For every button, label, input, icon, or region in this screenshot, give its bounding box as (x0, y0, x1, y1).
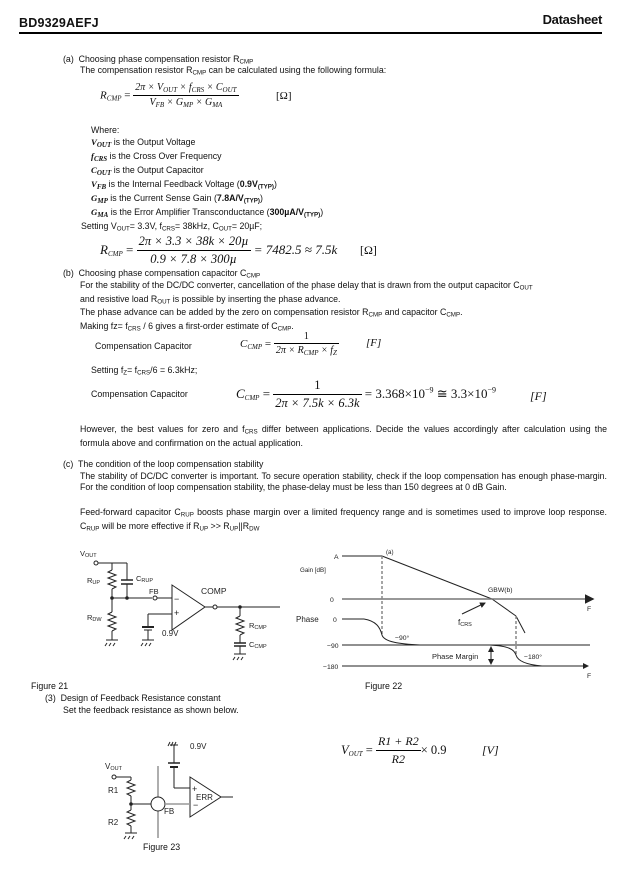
section-c-heading: (c) The condition of the loop compensation stability (63, 459, 264, 469)
comp-label: COMP (201, 586, 227, 596)
phase-margin-label: Phase Margin (432, 652, 479, 661)
definition-item: $f_{CRS}$ is the Cross Over Frequency (91, 151, 222, 163)
r2-label: R2 (108, 818, 119, 827)
definition-item: $G_{MP}$ is the Current Sense Gain (7.8A/V(TYP)) (91, 193, 263, 205)
fb-pin (151, 797, 165, 811)
ccmp-calculation: CCMP = $\frac{1}{2\pi \times 7.5k \times 6.3k}$ = $3.368\times 10^{-9}$ ≅ $3.3\times 10^{-9}$ (236, 378, 496, 410)
figure-23-caption: Figure 23 (143, 842, 181, 852)
definition-list (91, 137, 323, 221)
point-a-label: (a) (386, 549, 394, 556)
gain-slope-line (382, 556, 492, 599)
figure-22-caption: Figure 22 (365, 681, 403, 691)
ccmp-formula: CCMP = $\frac{1}{2\pi \times R_{CMP} \times f_Z}$ (240, 331, 337, 357)
ccmp-formula-unit: [F] (366, 337, 382, 349)
section-b-note: However, the best values for zero and $f_{CRS}$ differ between applications. Decide the values accordingly after calculation using the formula above and confirmation on the actual application. (80, 424, 607, 448)
gain-axis-label: Gain [dB] (300, 567, 326, 574)
phase-zero-label: 0 (333, 617, 337, 624)
vout-formula-unit: [V] (482, 743, 499, 757)
rcmp-formula: RCMP = $\frac{2\pi \times V_{OUT} \times f_{CRS} \times C_{OUT}}{V_{FB} \times G_{MP} \times G_{MA}}$ (100, 82, 237, 109)
section-b-heading: (b) Choosing phase compensation capacitor $C_{CMP}$ (63, 268, 261, 280)
section-a-setting: Setting $V_{OUT}= 3.3V$, $f_{CRS}= 38kHz$, $C_{OUT}= 20\mu F$; (81, 221, 263, 233)
gain-zero-label: 0 (330, 597, 334, 604)
phase-f-axis-label: F (587, 673, 592, 680)
section-3-heading: (3) Design of Feedback Resistance constant (45, 693, 221, 703)
gain-f-axis-label: F (587, 606, 592, 613)
rcmp-label: RCMP (249, 621, 267, 631)
phase-m90-label: −90 (327, 643, 339, 650)
rdw-resistor (108, 612, 116, 631)
ccmp-calculation-unit: [F] (530, 389, 547, 403)
fcrs-pointer-arrow (462, 603, 485, 614)
rup-label: RUP (87, 576, 101, 586)
rcmp-resistor (236, 616, 244, 635)
vout-formula: VOUT = $\frac{R1 + R2}{R2}$ × 0.9 (341, 734, 447, 766)
section-a-intro: The compensation resistor $R_{CMP}$ can be calculated using the following formula: (80, 65, 387, 77)
r1-resistor (127, 780, 135, 796)
ref-voltage-label: 0.9V (190, 742, 207, 751)
rcmp-calculation-unit: [Ω] (360, 243, 377, 257)
definition-item: $C_{OUT}$ is the Output Capacitor (91, 165, 204, 177)
vout-label: VOUT (105, 762, 122, 772)
minus-input-label: − (193, 800, 199, 810)
minus-input-label: − (174, 594, 180, 604)
figure-21-caption: Figure 21 (31, 681, 69, 691)
fb-terminal (153, 596, 157, 600)
rcmp-calculation: RCMP = $\frac{\text{2π × 3.3 × 38k × 20µ}}{\text{0.9 × 7.8 × 300µ}}$ = 7482.5 ≈ 7.5k (100, 234, 338, 266)
gain-level-a: A (334, 554, 339, 561)
m180deg-annotation: −180° (524, 654, 543, 661)
ccmp-formula-label: Compensation Capacitor (95, 341, 192, 351)
vout-terminal (112, 775, 116, 779)
plus-input-label: + (174, 608, 180, 618)
err-label: ERR (196, 793, 213, 802)
phase-curve-1 (364, 619, 420, 645)
phase-m180-label: −180 (323, 664, 339, 671)
comp-terminal (213, 605, 217, 609)
rup-resistor (108, 570, 116, 589)
vout-label: VOUT (80, 549, 97, 559)
rdw-label: RDW (87, 613, 102, 623)
figure-22-bode-plot (290, 545, 620, 680)
fb-label: FB (149, 587, 159, 596)
section-b-setting: Setting $f_Z= f_{CRS}/6 = 6.3kHz$; (91, 365, 198, 377)
ref-voltage-label: 0.9V (162, 629, 179, 638)
ccmp-label: CCMP (249, 640, 267, 650)
crup-label: CRUP (136, 574, 154, 584)
part-number: BD9329AEFJ (19, 16, 99, 30)
section-c-paragraph-1: The stability of DC/DC converter is important. To secure operation stability, check if the loop compensation has enough phase-margin. For the condition of loop compensation stability, the phase-delay must be less than 150 degrees at 0 dB Gain. (80, 471, 607, 492)
definition-item: $V_{FB}$ is the Internal Feedback Voltage (0.9V(TYP)) (91, 179, 277, 191)
gbw-label: GBW(b) (488, 587, 513, 594)
phase-axis-label: Phase (296, 615, 319, 624)
fb-label: FB (164, 807, 175, 816)
section-b-paragraph: For the stability of the DC/DC converter, cancellation of the phase delay that is drawn from the output capacitor $C_{OUT}$ and resistive load $R_{OUT}$ is possible by inserting the phase advance. The phase advance can be added by the zero on compensation resistor $R_{CMP}$ and capacitor $C_{CMP}$. Making $fz= f_{CRS} / 6$ gives a first-order estimate of $C_{CMP}$. (80, 280, 533, 332)
vout-terminal (94, 561, 98, 565)
where-label: Where: (91, 125, 120, 135)
definition-item: $V_{OUT}$ is the Output Voltage (91, 137, 196, 149)
rcmp-formula-unit: [Ω] (276, 90, 292, 102)
plus-input-label: + (192, 784, 198, 794)
doc-type: Datasheet (542, 12, 602, 27)
ccmp-calculation-label: Compensation Capacitor (91, 389, 188, 399)
section-3-text: Set the feedback resistance as shown below. (63, 705, 239, 715)
definition-item: $G_{MA}$ is the Error Amplifier Transconductance (300µA/V(TYP)) (91, 207, 324, 219)
fcrs-label: fCRS (458, 618, 472, 628)
r1-label: R1 (108, 786, 119, 795)
r2-resistor (127, 810, 135, 826)
m90deg-annotation: −90° (395, 635, 410, 642)
section-a-heading: (a) Choosing phase compensation resistor $R_{CMP}$ (63, 54, 254, 66)
figure-23-circuit (90, 730, 290, 865)
figure-21-circuit (70, 540, 290, 670)
header-rule (19, 32, 602, 34)
section-c-paragraph-2: Feed-forward capacitor $C_{RUP}$ boosts phase margin over a limited frequency range and is sometimes used to improve loop response. $C_{RUP}$ will be more effective if $R_{UP} >> R_{UP}||R_{DW}$ (80, 507, 607, 532)
